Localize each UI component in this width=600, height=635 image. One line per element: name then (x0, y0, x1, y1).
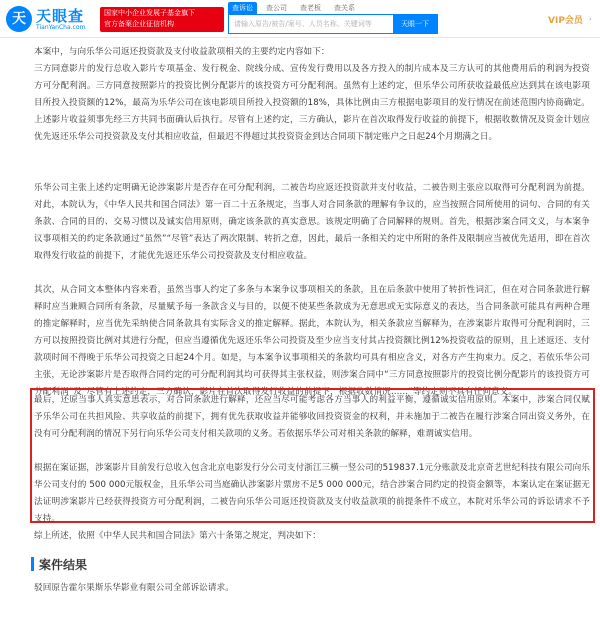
paragraph-first-reason: 乐华公司主张上述约定明确无论涉案影片是否存在可分配利润，二被告均应返还投资款并支付收益，二被告则主张应以取得可分配利润为前提。对此，本院认为，《中华人民共和国合同法》第一百二十五条规定，当事人对合同条款的理解有争议的，应当按照合同所使用的词句、合同的有关条款、合同的目的、交易习惯以及诚实信用原则，确定该条款的真实意思。该规定明确了合同解释的规则。首先，根据涉案合同文义，与本案争议事项相关的约定条款通过“虽然”“尽管”表达了两次限制、转折之意，因此，最后一条相关约定中所附的条件及限制应当被优先适用，即在首次取得发行收益的前提下，才能优先返还乐华公司投资款及支付相应收益。 (34, 183, 590, 261)
paragraph-judgment: 驳回原告霍尔果斯乐华影业有限公司全部诉讼请求。 (34, 583, 234, 593)
search-box (228, 14, 438, 34)
section-title-case-result: 案件结果 (39, 558, 88, 572)
paragraph-evidence: 根据在案证据，涉案影片目前发行总收入包含北京电影发行分公司支付浙江三横一竖公司的519837.1元分账款及北京奇艺世纪科技有限公司向乐华公司支付的 500 000元版权金，且乐华公司当庭确认涉案影片票房不足5 000 000元，结合涉案合同约定的投资金额等，本案认定在案证据无法证明涉案影片已经获得投资方可分配利润，二被告向乐华公司返还投资款及支付收益款项的前提条件不成立，本院对乐华公司的诉讼请求不予支持。 (34, 463, 590, 524)
logo-eye-icon: 天 (6, 6, 32, 32)
chevron-right-icon[interactable]: › (589, 15, 592, 23)
credential-badge (100, 7, 224, 32)
search-input[interactable] (229, 15, 394, 33)
paragraph-final-reason: 最后，还原当事人真实意思表示，对合同条款进行解释，还应当尽可能考虑各方当事人的利益平衡，遵循诚实信用原则。本案中，涉案合同仅赋予乐华公司在共担风险、共享收益的前提下，拥有优先获取收益并能够收回投资资金的权利，并未施加于二被告在履行涉案合同出资义务外，在没有可分配利润的情况下另行向乐华公司支付相关款项的义务。若依据乐华公司对相关条款的解释，难谓诚实信用。 (34, 395, 590, 439)
search-button[interactable]: 天眼一下 (393, 15, 437, 33)
site-logo[interactable] (6, 4, 96, 34)
logo-name: 天眼查 (36, 7, 85, 25)
paragraph-second-reason: 其次，从合同文本整体内容来看，虽然当事人约定了多条与本案争议事项相关的条款，且在后条款中使用了转折性词汇，但在对合同条款进行解释时应当兼顾合同所有条款，尽量赋予每一条款含义与目的，以便不使某些条款成为无意思或无实际意义的表达，当合同条款可能具有两种合理的推定解释时，应当优先采纳使合同条款具有实际含义的推定解释。据此，本院认为，相关条款应当解释为，在涉案影片取得可分配利润时，三方可以按照投资比例对其进行分配，但应当遵循优先返还乐华公司投资及至少应当支付其占投资额比例12%投资收益的原则，且上述返还、支付款项时间不得晚于乐华公司投资之日起24个月。如是，与本案争议事项相关的条款均可具有相应含义，对各方产生拘束力。反之，若依乐华公司主张，无论涉案影片是否取得合同约定的可分配利润其均可获得其主张权益，则涉案合同中“三方同意按照影片的投资比例分配影片的该投资方可分配利润”及“尽管有上述约定，三方确认，影片在首次取得发行收益的前提下，根据收数情况……”等约定则不具有任何意义。 (34, 285, 590, 397)
tab-lawsuit[interactable]: 查诉讼 (228, 2, 257, 14)
badge-line-1: 国家中小企业发展子基金旗下 (104, 9, 195, 17)
paragraph-agreement: 三方同意影片的发行总收入影片专项基金、发行税金、院线分成、宣传发行费用以及各方投入的制片成本及三方认可的其他费用后的利润为投资方可分配利润。三方同意按照影片的投资比例分配影片的该投资方可分配利润。虽然有上述约定，但乐华公司所获收益最低应达到其在该电影项目所投入投资额的12%，最高为乐华公司在该电影项目所投入投资额的18%，具体比例由三方根据电影项目的发行情况在前述范围内协商确定。上述影片收益须事先经三方共同书面确认后执行。尽管有上述约定，三方确认，影片在首次取得发行收益的前提下，根据收数情况及资金计划应优先返还乐华公司投资款及支付其相应收益，但最迟不得超过其投资资金到达合同项下制定账户之日起24个月期满之日。 (34, 64, 590, 142)
tab-company[interactable]: 查公司 (266, 4, 287, 12)
section-accent-bar (31, 557, 34, 571)
tab-boss[interactable]: 查老板 (300, 4, 321, 12)
paragraph-intro: 本案中，与向乐华公司返还投资款及支付收益款项相关的主要约定内容如下： (34, 47, 330, 57)
tab-relation[interactable]: 查关系 (334, 4, 355, 12)
logo-url: TianYanCha.com (36, 24, 86, 31)
paragraph-conclusion: 综上所述，依照《中华人民共和国合同法》第六十条第之规定，判决如下： (34, 531, 321, 541)
top-bar (0, 0, 600, 38)
vip-membership-link[interactable]: VIP会员 (548, 16, 583, 26)
badge-line-2: 官方备案企业征信机构 (104, 20, 174, 28)
